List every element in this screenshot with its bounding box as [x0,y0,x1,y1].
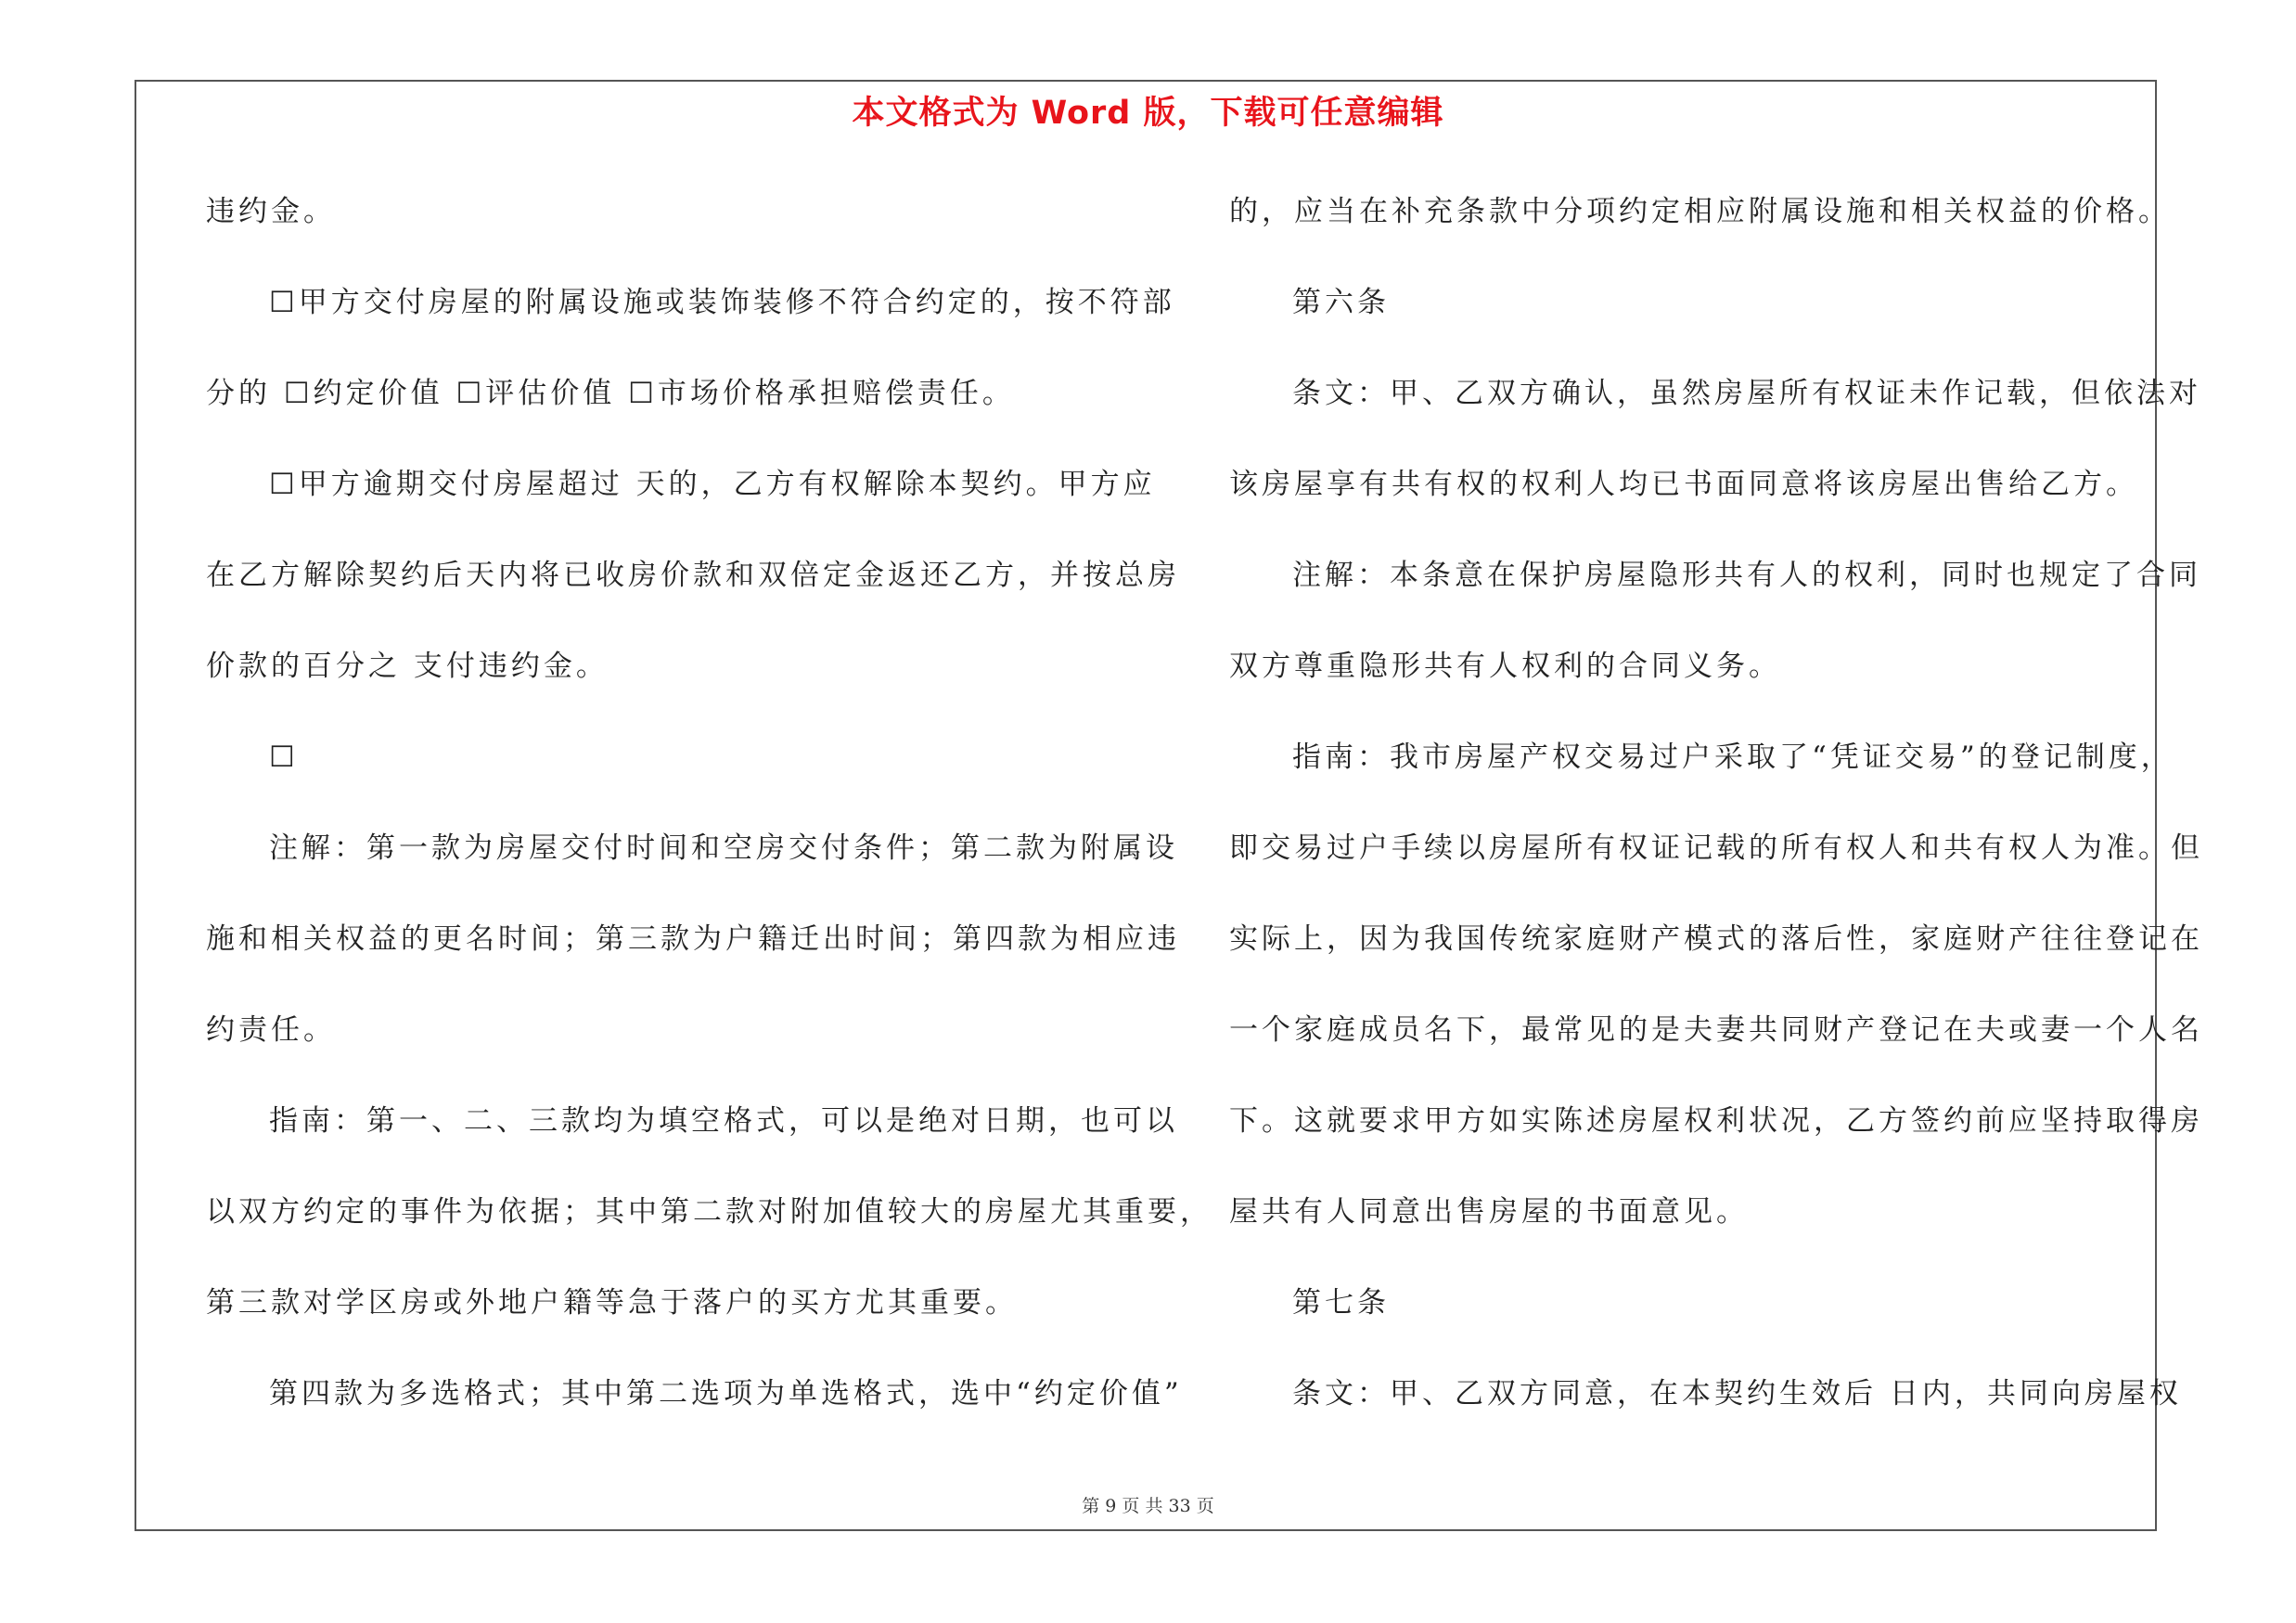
right-column [1229,184,2203,1457]
text-line: 指南：我市房屋产权交易过户采取了“凭证交易”的登记制度， [1292,741,2174,774]
text-line: 第三款对学区房或外地户籍等急于落户的买方尤其重要。 [206,1286,1018,1320]
text-line: 第四款为多选格式；其中第二选项为单选格式，选中“约定价值” [269,1377,1183,1410]
left-column [206,184,1212,1457]
checkbox-line: ☐ [269,741,299,774]
text-line: 屋共有人同意出售房屋的书面意见。 [1229,1195,1749,1229]
text-line: 指南：第一、二、三款均为填空格式，可以是绝对日期，也可以 [269,1104,1178,1138]
text-line: 条文：甲、乙双方同意，在本契约生效后 日内，共同向房屋权 [1292,1377,2182,1410]
text-line: 注解：第一款为房屋交付时间和空房交付条件；第二款为附属设 [269,831,1178,865]
text-line: 该房屋享有共有权的权利人均已书面同意将该房屋出售给乙方。 [1229,468,2138,501]
text-line: ☐甲方交付房屋的附属设施或装饰装修不符合约定的，按不符部 [269,286,1175,319]
text-line: 即交易过户手续以房屋所有权证记载的所有权人和共有权人为准。但 [1229,831,2203,865]
text-line: 价款的百分之 支付违约金。 [206,650,609,683]
text-line: 在乙方解除契约后天内将已收房价款和双倍定金返还乙方，并按总房 [206,559,1180,592]
text-line: 违约金。 [206,195,336,228]
format-banner: 本文格式为 Word 版，下载可任意编辑 [852,95,1444,132]
text-line: 的，应当在补充条款中分项约定相应附属设施和相关权益的价格。 [1229,195,2171,228]
page-number: 第 9 页 共 33 页 [1082,1496,1214,1516]
text-line: 双方尊重隐形共有人权利的合同义务。 [1229,650,1781,683]
text-line: 条文：甲、乙双方确认，虽然房屋所有权证未作记载，但依法对 [1292,377,2201,410]
text-line: 注解：本条意在保护房屋隐形共有人的权利，同时也规定了合同 [1292,559,2201,592]
text-line: 一个家庭成员名下，最常见的是夫妻共同财产登记在夫或妻一个人名 [1229,1013,2203,1047]
text-line: 施和相关权益的更名时间；第三款为户籍迁出时间；第四款为相应违 [206,922,1180,956]
text-line: 约责任。 [206,1013,336,1047]
article-heading: 第六条 [1292,286,1390,319]
text-line: 以双方约定的事件为依据；其中第二款对附加值较大的房屋尤其重要， [206,1195,1212,1229]
text-line: 下。这就要求甲方如实陈述房屋权利状况，乙方签约前应坚持取得房 [1229,1104,2203,1138]
text-line: 分的 ☐约定价值 ☐评估价值 ☐市场价格承担赔偿责任。 [206,377,1015,410]
article-heading: 第七条 [1292,1286,1390,1320]
text-line: ☐甲方逾期交付房屋超过 天的，乙方有权解除本契约。甲方应 [269,468,1156,501]
text-line: 实际上，因为我国传统家庭财产模式的落后性，家庭财产往往登记在 [1229,922,2203,956]
